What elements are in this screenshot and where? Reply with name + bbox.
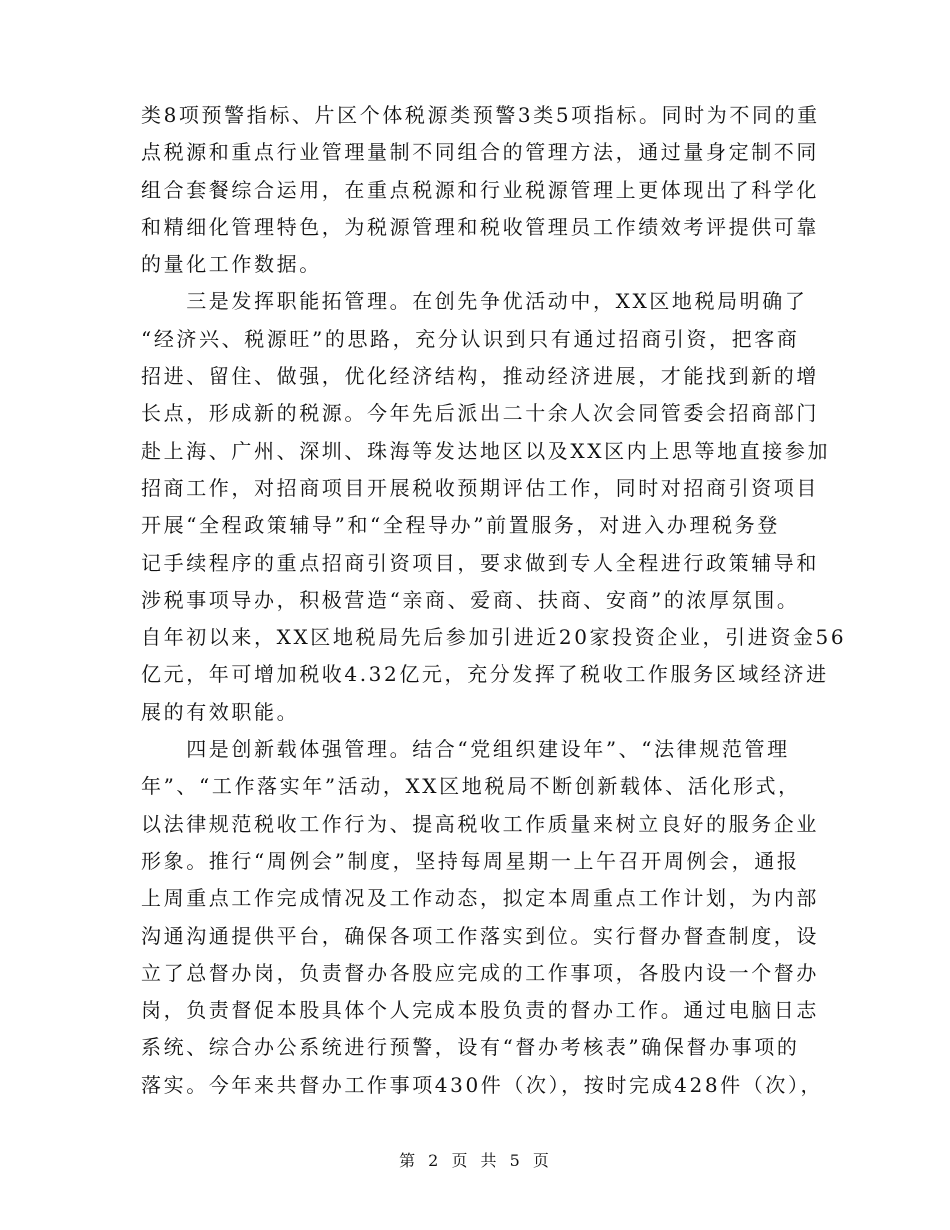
text-line: 亿元，年可增加税收4.32亿元，充分发挥了税收工作服务区域经济进	[141, 662, 829, 687]
text-line: 自年初以来，XX区地税局先后参加引进近20家投资企业，引进资金56	[141, 625, 847, 650]
text-line: 沟通沟通提供平台，确保各项工作落实到位。实行督办督查制度，设	[141, 923, 819, 948]
text-line: 系统、综合办公系统进行预警，设有“督办考核表”确保督办事项的	[141, 1035, 800, 1060]
text-line: 年”、“工作落实年”活动，XX区地税局不断创新载体、活化形式，	[141, 774, 801, 799]
text-line: 类8项预警指标、片区个体税源类预警3类5项指标。同时为不同的重	[141, 103, 820, 127]
page-number-footer: 第 2 页 共 5 页	[399, 1151, 551, 1170]
text-line: 招商工作，对招商项目开展税收预期评估工作，同时对招商引资项目	[141, 475, 819, 500]
text-line: 岗，负责督促本股具体个人完成本股负责的督办工作。通过电脑日志	[141, 998, 819, 1023]
text-line: 赴上海、广州、深圳、珠海等发达地区以及XX区内上思等地直接参加	[141, 438, 831, 463]
text-line: “经济兴、税源旺”的思路，充分认识到只有通过招商引资，把客商	[141, 326, 800, 351]
text-line: 招进、留住、做强，优化经济结构，推动经济进展，才能找到新的增	[141, 364, 819, 389]
text-line: 开展“全程政策辅导”和“全程导办”前置服务，对进入办理税务登	[141, 513, 780, 538]
text-line: 形象。推行“周例会”制度，坚持每周星期一上午召开周例会，通报	[141, 848, 800, 873]
text-line: 和精细化管理特色，为税源管理和税收管理员工作绩效考评提供可靠	[141, 214, 819, 239]
text-line: 的量化工作数据。	[141, 252, 322, 277]
text-line: 长点，形成新的税源。今年先后派出二十余人次会同管委会招商部门	[141, 401, 819, 426]
text-line: 记手续程序的重点招商引资项目，要求做到专人全程进行政策辅导和	[141, 550, 819, 575]
text-line: 以法律规范税收工作行为、提高税收工作质量来树立良好的服务企业	[141, 811, 819, 836]
text-line: 组合套餐综合运用，在重点税源和行业税源管理上更体现出了科学化	[141, 177, 819, 202]
text-line: 展的有效职能。	[141, 699, 300, 724]
text-line: 点税源和重点行业管理量制不同组合的管理方法，通过量身定制不同	[141, 140, 819, 165]
text-line: 落实。今年来共督办工作事项430件（次），按时完成428件（次），	[141, 1072, 824, 1097]
text-line: 四是创新载体强管理。结合“党组织建设年”、“法律规范管理	[141, 737, 790, 762]
text-line: 上周重点工作完成情况及工作动态，拟定本周重点工作计划，为内部	[141, 886, 819, 911]
text-line: 立了总督办岗，负责督办各股应完成的工作事项，各股内设一个督办	[141, 960, 819, 985]
text-line: 涉税事项导办，积极营造“亲商、爱商、扶商、安商”的浓厚氛围。	[141, 587, 800, 612]
text-line: 三是发挥职能拓管理。在创先争优活动中，XX区地税局明确了	[141, 289, 808, 314]
document-body	[141, 97, 846, 1104]
